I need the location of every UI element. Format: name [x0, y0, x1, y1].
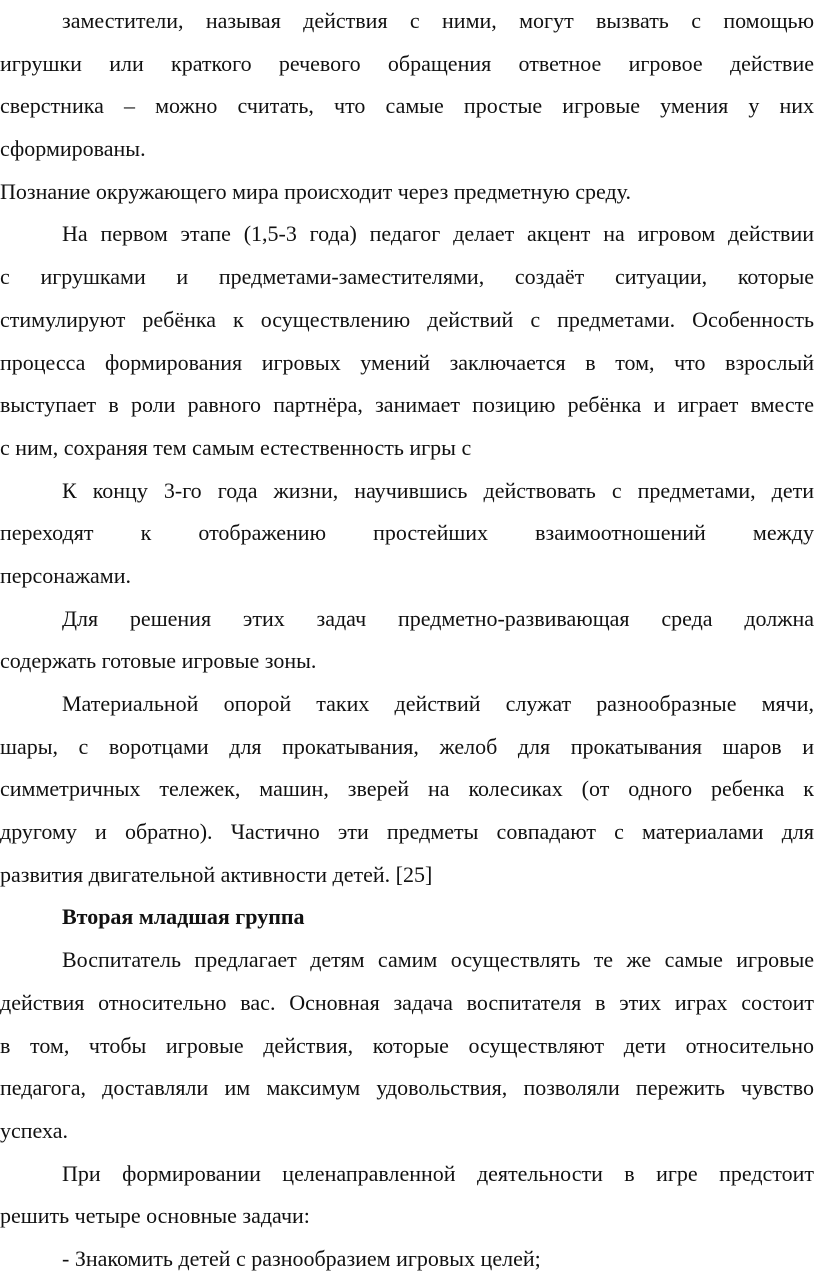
text-line: сверстника – можно считать, что самые простые игровые умения у них: [0, 93, 814, 119]
text-line: При формировании целенаправленной деятельности в игре предстоит: [62, 1160, 814, 1186]
text-line: заместители, называя действия с ними, могут вызвать с помощью: [62, 8, 814, 33]
text-line: персонажами.: [0, 562, 132, 588]
text-line: решить четыре основные задачи:: [0, 1203, 310, 1229]
text-line: Воспитатель предлагает детям самим осуществлять те же самые игровые: [62, 947, 814, 973]
paragraph: [0, 0, 814, 171]
text-line: выступает в роли равного партнёра, занимает позицию ребёнка и играет вместе: [0, 392, 814, 418]
paragraph: [0, 470, 814, 598]
text-line: Материальной опорой таких действий служат разнообразные мячи,: [62, 691, 814, 716]
text-line: в том, чтобы игровые действия, которые осуществляют дети относительно: [0, 1032, 814, 1058]
text-line: содержать готовые игровые зоны.: [0, 648, 317, 674]
paragraph: [0, 1153, 814, 1238]
text-line: процесса формирования игровых умений заключается в том, что взрослый: [0, 349, 814, 375]
text-line: шары, с воротцами для прокатывания, желоб для прокатывания шаров и: [0, 733, 814, 759]
paragraph: [0, 171, 814, 214]
text-line: - Знакомить детей с разнообразием игровых целей;: [62, 1245, 541, 1271]
heading-text: Вторая младшая группа: [62, 904, 305, 930]
text-line: переходят к отображению простейших взаимоотношений между: [0, 520, 814, 546]
text-line: Познание окружающего мира происходит через предметную среду.: [0, 178, 631, 204]
text-line: игрушки или краткого речевого обращения ответное игровое действие: [0, 50, 814, 76]
text-line: Для решения этих задач предметно-развивающая среда должна: [62, 605, 814, 631]
paragraph: [0, 683, 814, 896]
text-line: с игрушками и предметами-заместителями, создаёт ситуации, которые: [0, 264, 814, 290]
text-line: другому и обратно). Частично эти предметы совпадают с материалами для: [0, 819, 814, 845]
text-line: стимулируют ребёнка к осуществлению действий с предметами. Особенность: [0, 306, 814, 332]
text-line: действия относительно вас. Основная задача воспитателя в этих играх состоит: [0, 989, 814, 1015]
section-heading: [0, 896, 814, 939]
paragraph: [0, 939, 814, 1152]
text-line: успеха.: [0, 1117, 68, 1143]
text-line: На первом этапе (1,5-3 года) педагог делает акцент на игровом действии: [62, 221, 814, 247]
text-line: педагога, доставляли им максимум удовольствия, позволяли пережить чувство: [0, 1075, 814, 1101]
text-line: развития двигательной активности детей. [25]: [0, 861, 433, 887]
paragraph: [0, 213, 814, 469]
text-line: симметричных тележек, машин, зверей на колесиках (от одного ребенка к: [0, 776, 814, 802]
list-item: [0, 1238, 814, 1281]
text-line: сформированы.: [0, 136, 146, 162]
text-line: К концу 3-го года жизни, научившись действовать с предметами, дети: [62, 477, 814, 503]
paragraph: [0, 598, 814, 683]
text-line: с ним, сохраняя тем самым естественность игры с: [0, 434, 472, 460]
